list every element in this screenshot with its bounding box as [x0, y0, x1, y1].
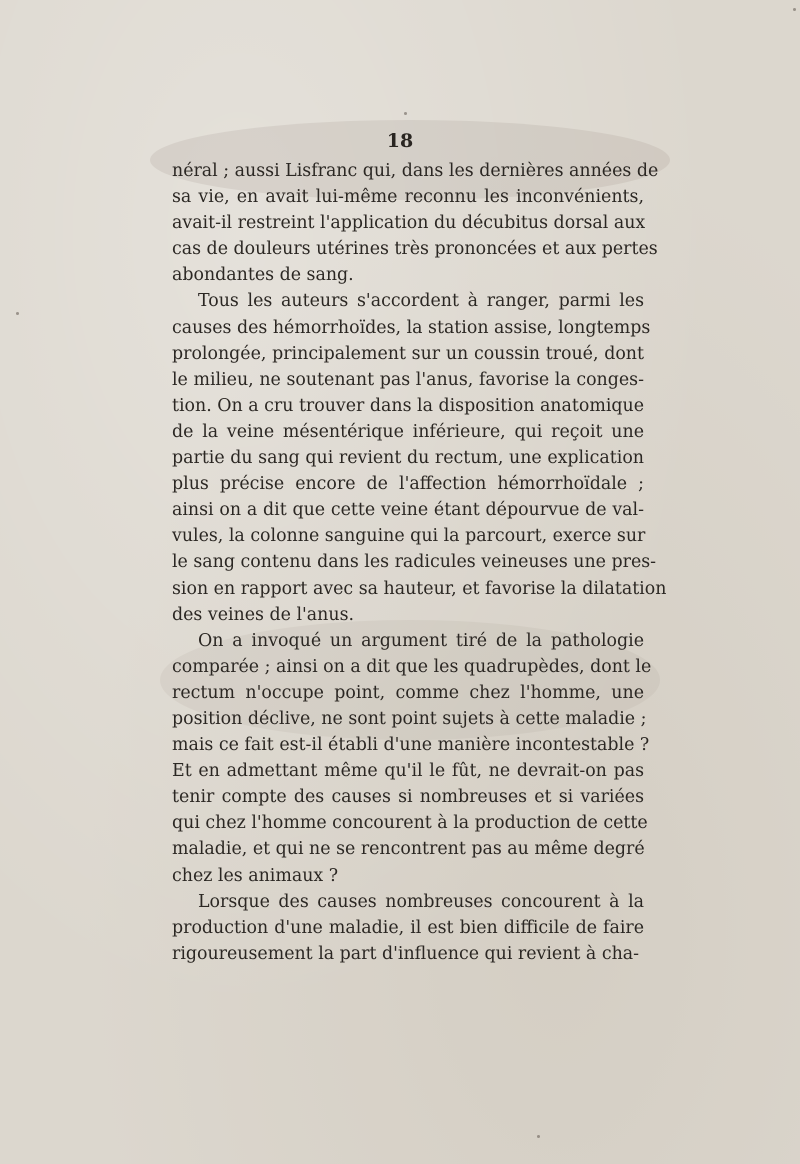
text-line: néral ; aussi Lisfranc qui, dans les dernières années de	[172, 161, 659, 181]
text-line: causes des hémorrhoïdes, la station assise, longtemps	[172, 317, 651, 338]
paper-speck	[537, 1135, 540, 1138]
text-line: plus précise encore de l'affection hémorrhoïdale ;	[172, 474, 644, 495]
text-line: le milieu, ne soutenant pas l'anus, favorise la conges-	[172, 369, 644, 390]
paper-speck	[16, 312, 19, 315]
paper-speck	[404, 112, 407, 115]
text-line: avait-il restreint l'application du décubitus dorsal aux	[172, 213, 646, 234]
text-line: sion en rapport avec sa hauteur, et favorise la dilatation	[172, 578, 667, 599]
text-line: position déclive, ne sont point sujets à cette maladie ;	[172, 708, 647, 729]
text-line: ainsi on a dit que cette veine étant dépourvue de val-	[172, 500, 644, 521]
paper-speck	[793, 8, 796, 11]
paragraph	[172, 628, 652, 889]
text-line: abondantes de sang.	[172, 265, 354, 286]
text-line: partie du sang qui revient du rectum, une explication	[172, 448, 644, 469]
text-line: Tous les auteurs s'accordent à ranger, parmi les	[198, 291, 644, 312]
text-line: vules, la colonne sanguine qui la parcourt, exerce sur	[172, 526, 646, 547]
text-line: Et en admettant même qu'il le fût, ne devrait-on pas	[172, 761, 644, 782]
text-line: maladie, et qui ne se rencontrent pas au même degré	[172, 839, 645, 860]
text-line: production d'une maladie, il est bien difficile de faire	[172, 917, 644, 938]
text-line: comparée ; ainsi on a dit que les quadrupèdes, dont le	[172, 656, 652, 677]
paragraph	[172, 288, 667, 627]
paragraph	[172, 889, 644, 967]
text-line: cas de douleurs utérines très prononcées et aux pertes	[172, 239, 658, 260]
text-line: rectum n'occupe point, comme chez l'homme, une	[172, 682, 644, 703]
text-line: des veines de l'anus.	[172, 604, 355, 625]
text-line: tenir compte des causes si nombreuses et si variées	[172, 787, 644, 808]
text-line: qui chez l'homme concourent à la production de cette	[172, 813, 648, 834]
text-line: Lorsque des causes nombreuses concourent à la	[198, 891, 644, 912]
text-line: sa vie, en avait lui-même reconnu les inconvénients,	[172, 187, 644, 208]
text-line: chez les animaux ?	[172, 865, 339, 886]
text-line: de la veine mésentérique inférieure, qui reçoit une	[172, 421, 644, 442]
text-line: On a invoqué un argument tiré de la pathologie	[198, 630, 644, 651]
text-line: le sang contenu dans les radicules veineuses une pres-	[172, 552, 657, 573]
text-line: mais ce fait est-il établi d'une manière incontestable ?	[172, 735, 650, 756]
text-line: tion. On a cru trouver dans la disposition anatomique	[172, 395, 645, 416]
text-line: rigoureusement la part d'influence qui revient à cha-	[172, 943, 640, 964]
body-text	[172, 158, 667, 967]
page-number: 18	[386, 130, 414, 152]
text-line: prolongée, principalement sur un coussin troué, dont	[172, 343, 644, 364]
paragraph	[172, 158, 659, 288]
